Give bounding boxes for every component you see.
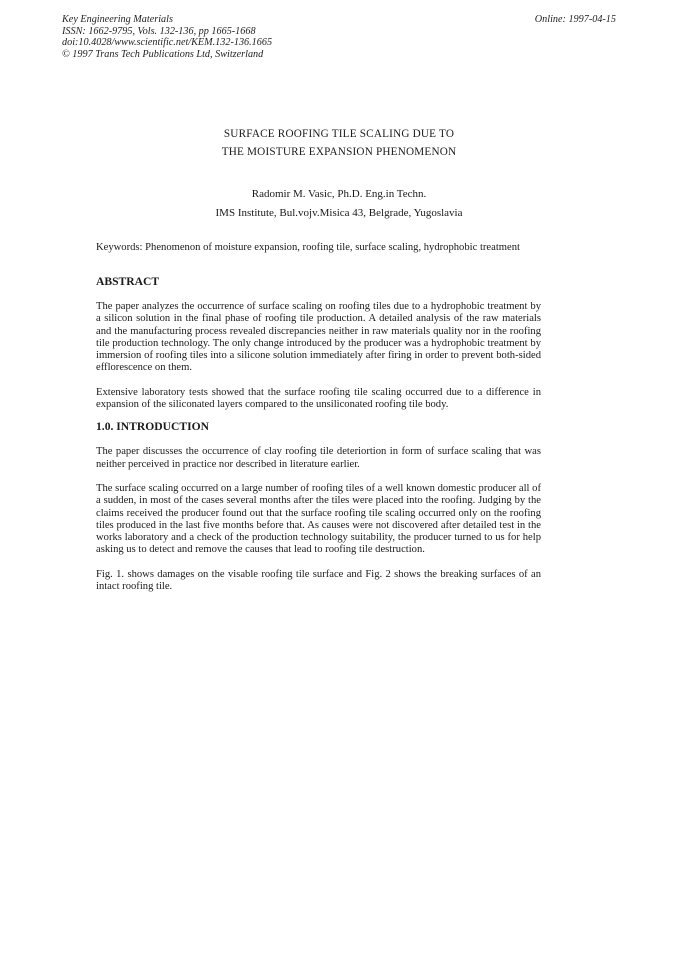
title-line-2: THE MOISTURE EXPANSION PHENOMENON [221,146,457,158]
introduction-paragraph: The surface scaling occurred on a large number of roofing tiles of a well known domestic producer all of a sudden, in most of the cases several months after the tiles were placed into the roofing. Judging by the claims received the producer found out that the surface roofing tile scaling occurred only on the roofing tiles produced in the last five months before that. As causes were not discovered after detailed test in the works laboratory and a check of the production technology suitability, the producer turned to us for help asking us to detect and remove the causes that lead to roofing tile destruction. [96,482,541,556]
doi-line: doi:10.4028/www.scientific.net/KEM.132-136.1665 [62,37,273,49]
abstract-paragraph: The paper analyzes the occurrence of surface scaling on roofing tiles due to a hydrophobic treatment by a silicon solution in the final phase of roofing tile production. A detailed analysis of the raw materials and the manufacturing process revealed discrepancies neither in raw materials quality nor in the roofing tile production technology. The only change introduced by the producer was a hydrophobic treatment by immersion of roofing tiles into a silicone solution immediately after firing in order to prevent both-sided efflorescence on them. [96,301,541,374]
online-date: Online: 1997-04-15 [534,14,616,25]
introduction-paragraph: The paper discusses the occurrence of clay roofing tile deteriortion in form of surface scaling that was neither perceived in practice nor described in literature earlier. [96,446,541,470]
journal-name: Key Engineering Materials [62,14,173,25]
author-name: Radomir M. Vasic, Ph.D. Eng.in Techn. [251,188,427,200]
abstract-paragraph: Extensive laboratory tests showed that the surface roofing tile scaling occurred due to a difference in expansion of the siliconated layers compared to the unsiliconated roofing tile body. [96,386,541,411]
author-affiliation: IMS Institute, Bul.vojv.Misica 43, Belgrade, Yugoslavia [215,207,463,219]
keywords: Keywords: Phenomenon of moisture expansion, roofing tile, surface scaling, hydrophobic treatment [96,242,520,253]
publication-meta [62,14,272,60]
introduction-heading: 1.0. INTRODUCTION [96,420,210,434]
introduction-paragraph: Fig. 1. shows damages on the visable roofing tile surface and Fig. 2 shows the breaking surfaces of an intact roofing tile. [96,568,541,593]
paper-body [96,238,541,593]
issn-line: ISSN: 1662-9795, Vols. 132-136, pp 1665-1668 [62,25,256,37]
abstract-heading: ABSTRACT [96,275,160,288]
copyright-line: © 1997 Trans Tech Publications Ltd, Switzerland [62,48,264,60]
title-line-1: SURFACE ROOFING TILE SCALING DUE TO [223,128,455,140]
paper-title [0,125,678,161]
author-block [0,185,678,223]
